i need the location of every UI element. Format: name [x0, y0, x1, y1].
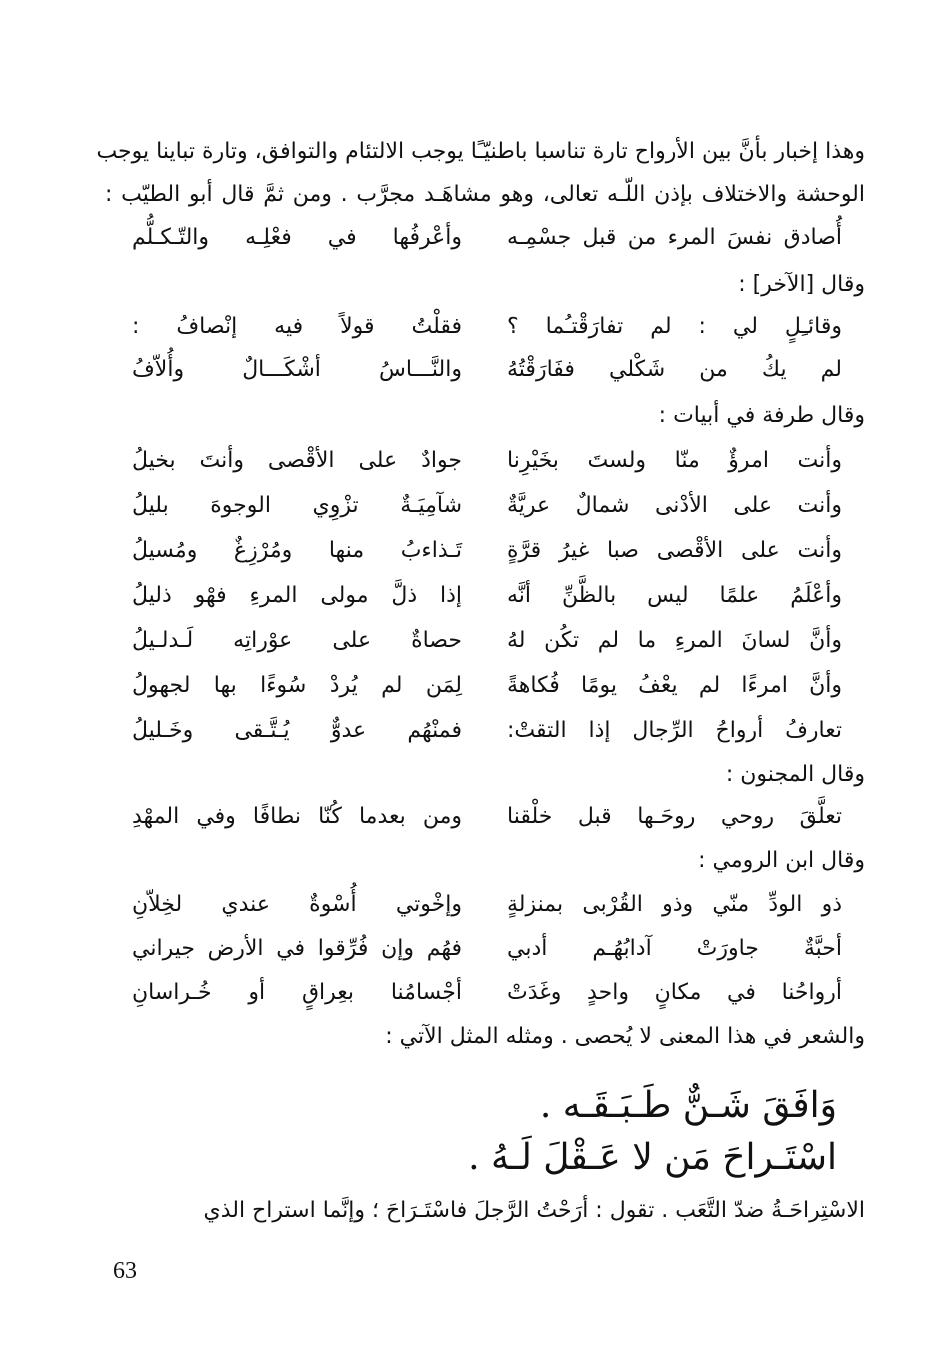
verse-hemistich-right: ذو الودِّ منّي وذو القُرْبى بمنزلةٍ: [507, 892, 842, 917]
verse-hemistich-left: فمنْهُم عدوٌّ يُـتَّـقى وخَـليلُ: [132, 718, 462, 743]
verse-hemistich-left: لِمَن لم يُردْ سُوءًا بها لجهولُ: [132, 673, 462, 698]
verse-hemistich-left: فقلْتُ قولاً فيه إنْصافُ :: [132, 314, 462, 339]
verse-hemistich-left: فهُم وإن فُرِّقوا في الأرض جيراني: [132, 936, 462, 961]
verse-intro: وقال طرفة في أبيات :: [658, 403, 865, 428]
verse-hemistich-right: تعارفُ أرواحُ الرِّجال إذا التقتْ:: [507, 718, 842, 743]
verse-hemistich-right: وأنت على الأدْنى شمالٌ عريَّةٌ: [507, 493, 842, 518]
verse-hemistich-right: أحبَّةٌ جاورَتْ آدابُهُـم أدبي: [507, 936, 842, 961]
verse-hemistich-left: وإخْوتي أُسْوةٌ عندي لخِلاّنِ: [132, 892, 462, 917]
verse-hemistich-left: والنَّـــاسُ أشْكَـــالٌ وأُلاّفُ: [132, 357, 462, 382]
verse-hemistich-left: ومن بعدما كُنّا نطافًا وفي المهْدِ: [132, 804, 462, 829]
closing-line: والشعر في هذا المعنى لا يُحصى . ومثله المثل الآتي :: [385, 1024, 865, 1049]
verse-hemistich-left: وأعْرفُها في فعْلِـه والتّـكـلُّم: [132, 225, 462, 250]
verse-hemistich-right: لم يكُ من شَكْلي ففَارَقْتُهُ: [507, 357, 842, 382]
verse-hemistich-right: وأعْلَمُ علمًا ليس بالظَّنِّ أنَّه: [507, 583, 842, 608]
verse-hemistich-left: شآمِيَـةٌ تزْوِي الوجوهَ بليلُ: [132, 493, 462, 518]
explanation-line: الاسْتِراحَـةُ ضدّ التَّعَب . تقول : أرَحْتُ الرَّجلَ فاسْتَـرَاحَ ؛ وإنَّما استراح الذي: [203, 1198, 865, 1223]
verse-hemistich-left: أجْسامُنا بعِراقٍ أو خُـراسانِ: [132, 980, 462, 1005]
verse-hemistich-left: حصاةٌ على عوْراتِه لَـدلـيلُ: [132, 628, 462, 653]
verse-hemistich-right: أُصادق نفسَ المرء من قبل جسْمِـه: [507, 225, 842, 250]
proverb-heading: اسْتَـراحَ مَن لا عَـقْلَ لَـهُ .: [468, 1137, 837, 1178]
verse-hemistich-right: تعلَّقَ روحي روحَـها قبل خلْقنا: [507, 804, 842, 829]
page-number: 63: [113, 1258, 137, 1284]
verse-intro: وقال المجنون :: [725, 762, 865, 787]
verse-hemistich-right: وقائـِلٍ لي : لم تفارَقْتـُما ؟: [507, 314, 842, 339]
prose-line: وهذا إخبار بأنَّ بين الأرواح تارة تناسبا باطنيّـًا يوجب الالتئام والتوافق، وتارة تباينا يوجب: [96, 139, 865, 164]
verse-hemistich-left: تَـذاءبُ منها ومُرْزِغٌ ومُسيلُ: [132, 538, 462, 563]
verse-hemistich-right: أرواحُنا في مكانٍ واحدٍ وغَدَتْ: [507, 980, 842, 1005]
verse-hemistich-right: وأنت على الأقْصى صبا غيرُ قرَّةٍ: [507, 538, 842, 563]
verse-hemistich-right: وأنَّ امرءًا لم يعْفُ يومًا فُكاهةً: [507, 673, 842, 698]
verse-hemistich-right: وأنَّ لسانَ المرءِ ما لم تكُن لهُ: [507, 628, 842, 653]
verse-hemistich-left: جوادٌ على الأقْصى وأنتَ بخيلُ: [132, 448, 462, 473]
verse-intro: وقال [الآخر] :: [738, 272, 865, 297]
verse-intro: وقال ابن الرومي :: [698, 848, 865, 873]
prose-line: الوحشة والاختلاف بإذن اللّـه تعالى، وهو مشاهَـد مجرَّب . ومن ثمَّ قال أبو الطيّب :: [105, 182, 865, 207]
proverb-heading: وَافَقَ شَـنٌّ طَـبَـقَـه .: [539, 1085, 837, 1126]
verse-hemistich-right: وأنت امرؤٌ منّا ولستَ بخَيْرِنا: [507, 448, 842, 473]
verse-hemistich-left: إذا ذلَّ مولى المرءِ فهْو ذليلُ: [132, 583, 462, 608]
